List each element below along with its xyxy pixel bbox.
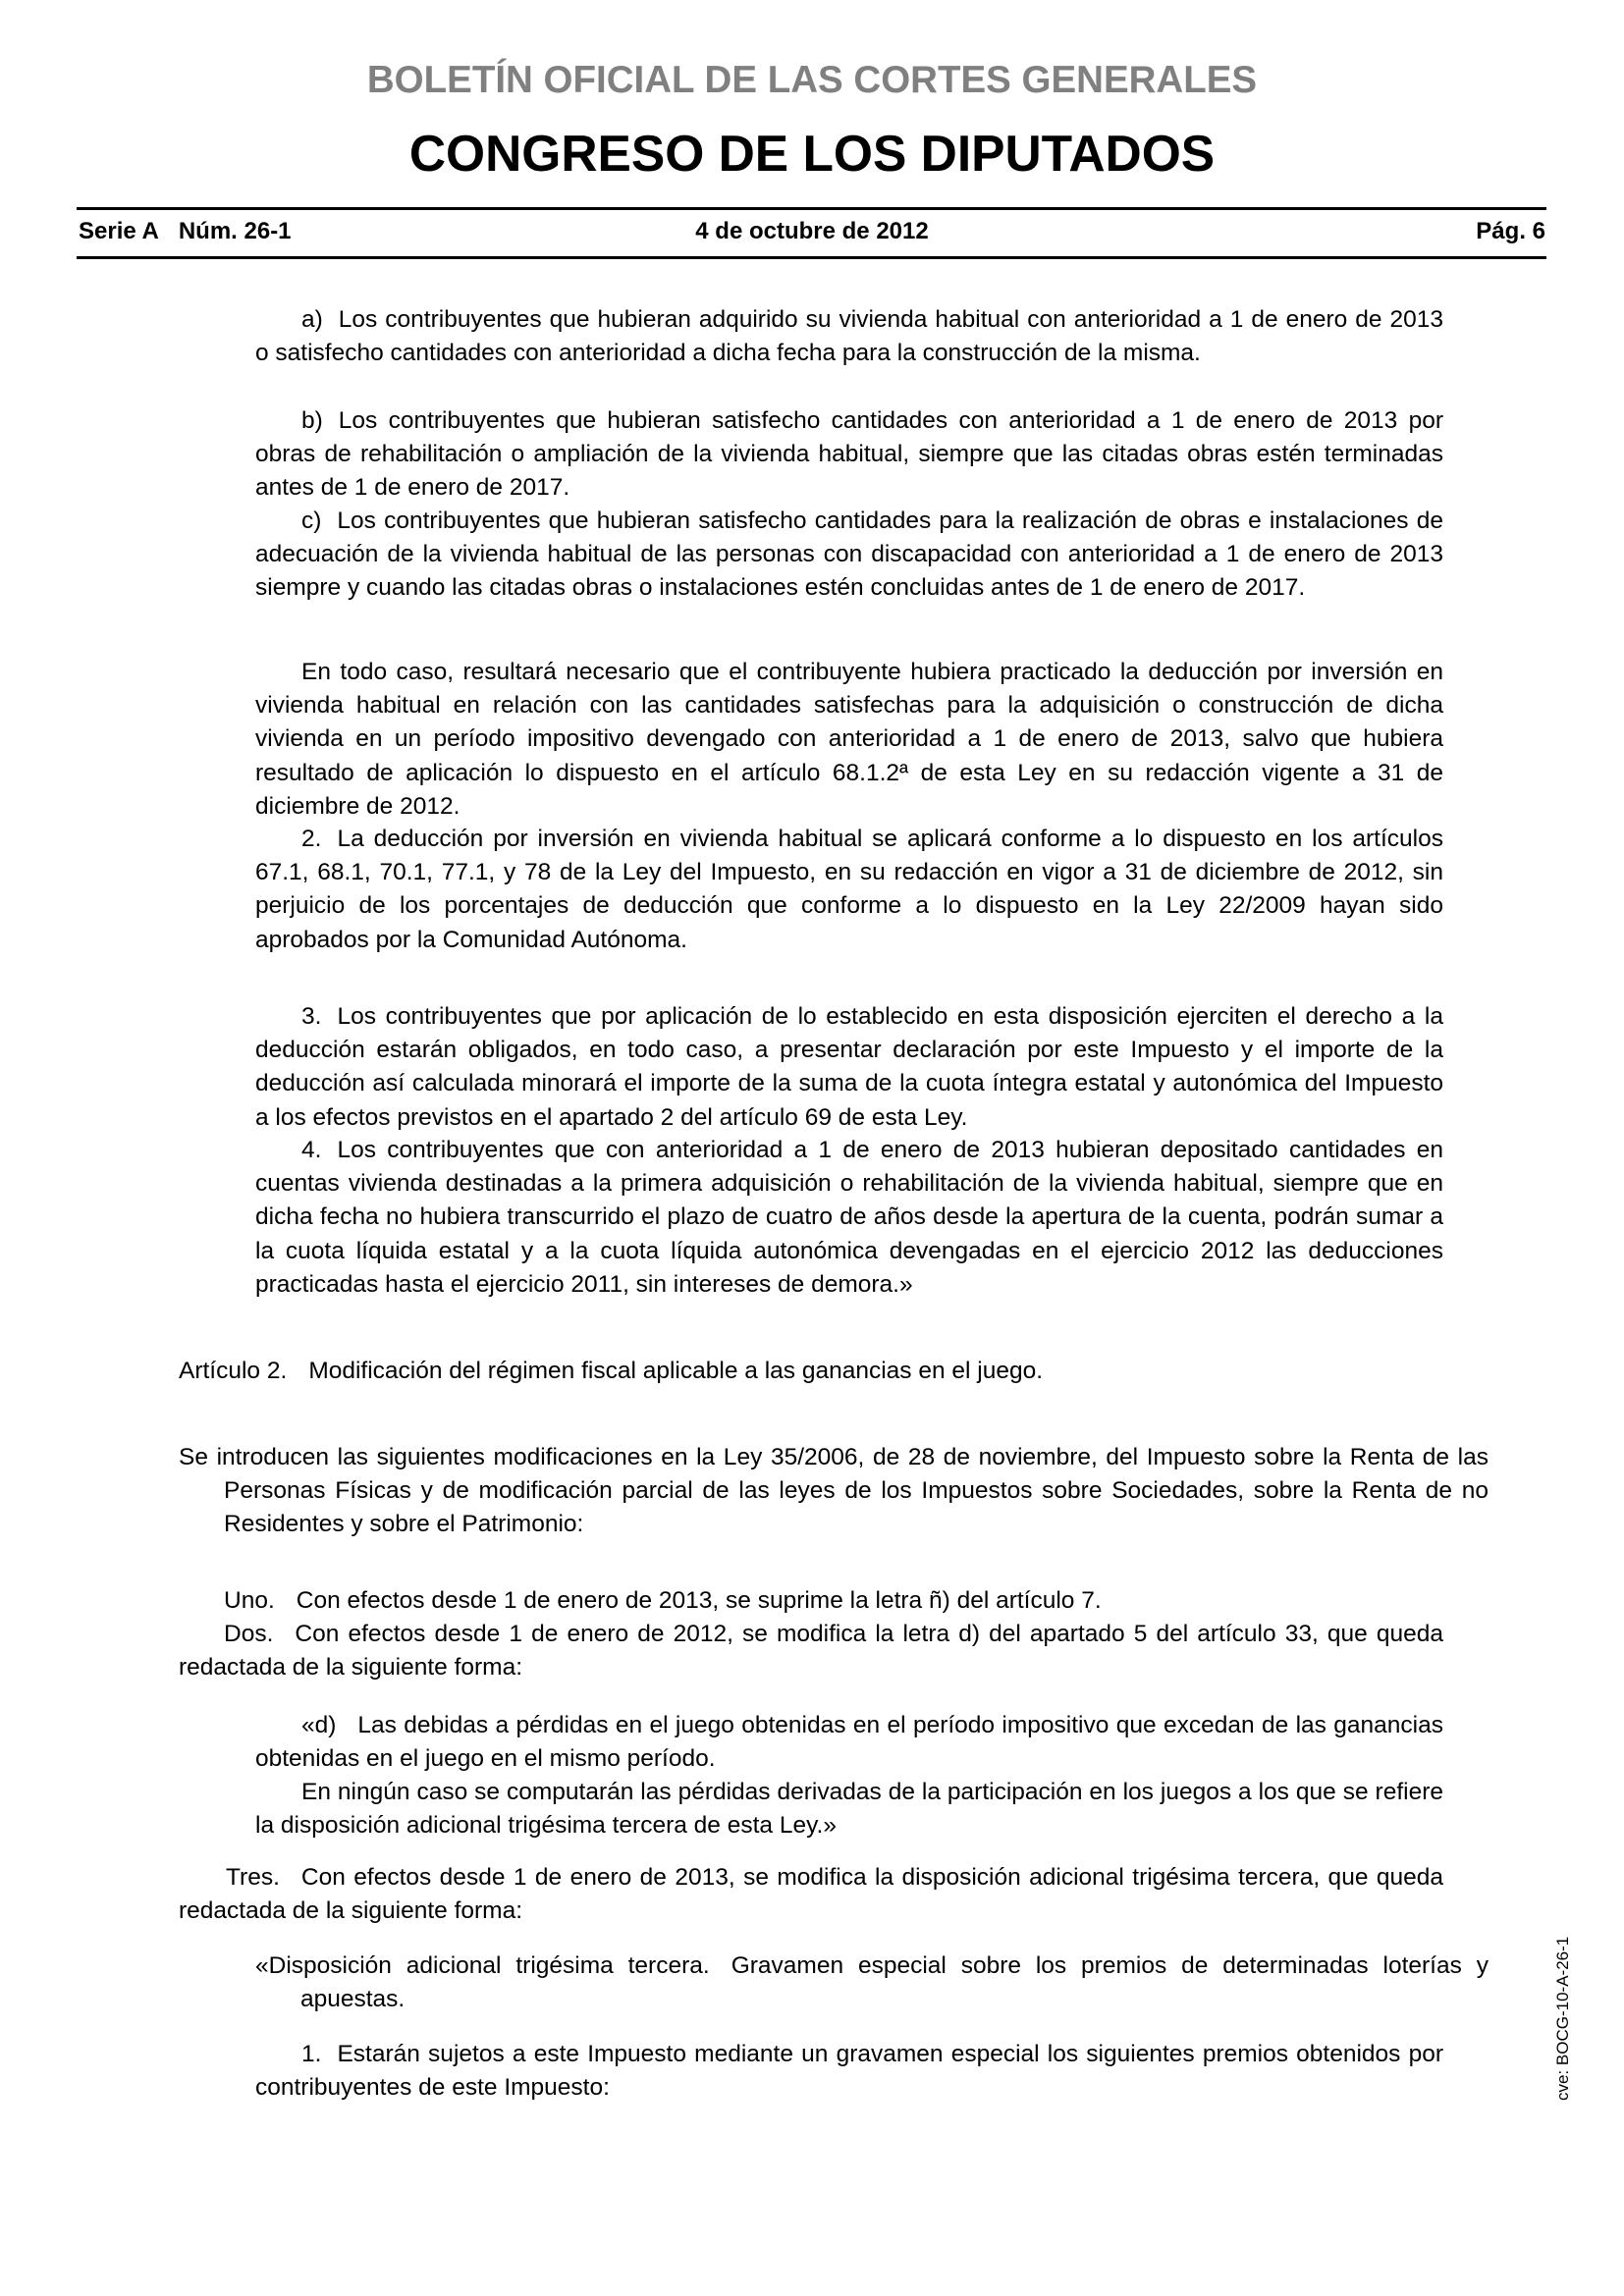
paragraph-item-c [255, 505, 1443, 606]
cve-side-note: cve: BOCG-10-A-26-1 [1553, 1936, 1572, 2101]
paragraph-en-todo-caso: En todo caso, resultará necesario que el contribuyente hubiera practicado la deducción por inversión en vivienda habitual en relación con las cantidades satisfechas para la adquisición o construcción de dicha vivienda en un período impositivo devengado con anterioridad a 1 de enero de 2013, salvo que hubiera resultado de aplicación lo dispuesto en el artículo 68.1.2ª de esta Ley en su redacción vigente a 31 de diciembre de 2012. [255, 659, 1443, 820]
paragraph-point-2 [255, 823, 1443, 957]
uno-text: Con efectos desde 1 de enero de 2013, se suprime la letra ñ) del artículo 7. [296, 1587, 1102, 1614]
disposition-title: Gravamen especial sobre los premios de determinadas loterías y apuestas. [300, 1952, 1489, 2013]
quote-d-continuation: En ningún caso se computarán las pérdidas derivadas de la participación en los juegos a los que se refiere la disposición adicional trigésima tercera de esta Ley.» [255, 1779, 1443, 1840]
item-text: Los contribuyentes que hubieran satisfecho cantidades para la realización de obras e instalaciones de adecuación de la vivienda habitual de las personas con discapacidad con anterioridad a 1 de enero de 2013 siempre y cuando las citadas obras o instalaciones estén concluidas antes de 1 de enero de 2017. [255, 507, 1443, 602]
bulletin-title: BOLETÍN OFICIAL DE LAS CORTES GENERALES [366, 59, 1258, 101]
article-label: Artículo 2. [179, 1358, 288, 1384]
paragraph-item-a [255, 303, 1443, 370]
tres-label: Tres. [226, 1864, 280, 1891]
item-text: Los contribuyentes que hubieran adquirido su vivienda habitual con anterioridad a 1 de enero de 2013 o satisfecho cantidades con anterioridad a dicha fecha para la construcción de la misma. [255, 306, 1443, 367]
point-text: Los contribuyentes que por aplicación de lo establecido en esta disposición ejerciten el derecho a la deducción estarán obligados, en todo caso, a presentar declaración por este Impuesto y el importe de la deducción así calculada minorará el importe de la suma de la cuota íntegra estatal y autonómica del Impuesto a los efectos previstos en el apartado 2 del artículo 69 de esta Ley. [255, 1003, 1443, 1131]
paragraph-item-b [255, 404, 1443, 506]
disposition-point-1 [255, 2038, 1443, 2105]
point-text: Estarán sujetos a este Impuesto mediante un gravamen especial los siguientes premios obtenidos por contribuyentes de este Impuesto: [255, 2041, 1443, 2102]
quote-d [255, 1709, 1443, 1776]
issue-number: Núm. 26-1 [178, 218, 292, 244]
point-label: 3. [301, 1003, 322, 1030]
page-number: Pág. 6 [1476, 218, 1545, 244]
point-label: 1. [301, 2041, 322, 2067]
header-rule-top [77, 207, 1546, 210]
paragraph-tres [179, 1861, 1443, 1928]
dos-label: Dos. [224, 1621, 274, 1647]
series-label: Serie A [79, 218, 159, 244]
paragraph-intro: Se introducen las siguientes modificaciones en la Ley 35/2006, de 28 de noviembre, del Impuesto sobre la Renta de las Personas Físicas y de modificación parcial de las leyes de los Impuestos sobre Sociedades, sobre la Renta de no Residentes y sobre el Patrimonio: [179, 1444, 1489, 1538]
paragraph-point-3 [255, 1000, 1443, 1135]
item-text: Los contribuyentes que hubieran satisfecho cantidades con anterioridad a 1 de enero de 2013 por obras de rehabilitación o ampliación de la vivienda habitual, siempre que las citadas obras estén terminadas antes de 1 de enero de 2017. [255, 407, 1443, 502]
point-label: 4. [301, 1137, 322, 1163]
dos-text: Con efectos desde 1 de enero de 2012, se modifica la letra d) del apartado 5 del artículo 33, que queda redactada de la siguiente forma: [179, 1621, 1443, 1682]
item-label: c) [301, 507, 322, 534]
item-label: a) [301, 306, 323, 333]
article-heading [179, 1355, 1443, 1388]
publication-date: 4 de octubre de 2012 [695, 218, 929, 244]
disposition-heading [255, 1949, 1489, 2016]
point-text: Los contribuyentes que con anterioridad a 1 de enero de 2013 hubieran depositado cantidades en cuentas vivienda destinadas a la primera adquisición o rehabilitación de la vivienda habitual, siempre que en dicha fecha no hubiera transcurrido el plazo de cuatro de años desde la apertura de la cuenta, podrán sumar a la cuota líquida estatal y a la cuota líquida autonómica devengadas en el ejercicio 2012 las deducciones practicadas hasta el ejercicio 2011, sin intereses de demora.» [255, 1137, 1443, 1298]
tres-text: Con efectos desde 1 de enero de 2013, se modifica la disposición adicional trigésima tercera, que queda redactada de la siguiente forma: [179, 1864, 1443, 1925]
paragraph-uno [224, 1584, 1443, 1618]
point-text: La deducción por inversión en vivienda habitual se aplicará conforme a lo dispuesto en los artículos 67.1, 68.1, 70.1, 77.1, y 78 de la Ley del Impuesto, en su redacción en vigor a 31 de diciembre de 2012, sin perjuicio de los porcentajes de deducción que conforme a lo dispuesto en la Ley 22/2009 hayan sido aprobados por la Comunidad Autónoma. [255, 826, 1443, 953]
article-title: Modificación del régimen fiscal aplicable a las ganancias en el juego. [308, 1358, 1044, 1384]
uno-label: Uno. [224, 1587, 275, 1614]
disposition-label: «Disposición adicional trigésima tercera. [255, 1952, 710, 1979]
quote-label: «d) [301, 1712, 337, 1738]
paragraph-dos [179, 1618, 1443, 1684]
quote-text: Las debidas a pérdidas en el juego obtenidas en el período impositivo que excedan de las ganancias obtenidas en el juego en el mismo período. [255, 1712, 1443, 1773]
item-label: b) [301, 407, 323, 434]
header-rule-bottom [77, 256, 1546, 259]
chamber-title: CONGRESO DE LOS DIPUTADOS [408, 125, 1216, 182]
paragraph-point-4 [255, 1134, 1443, 1302]
point-label: 2. [301, 826, 322, 852]
